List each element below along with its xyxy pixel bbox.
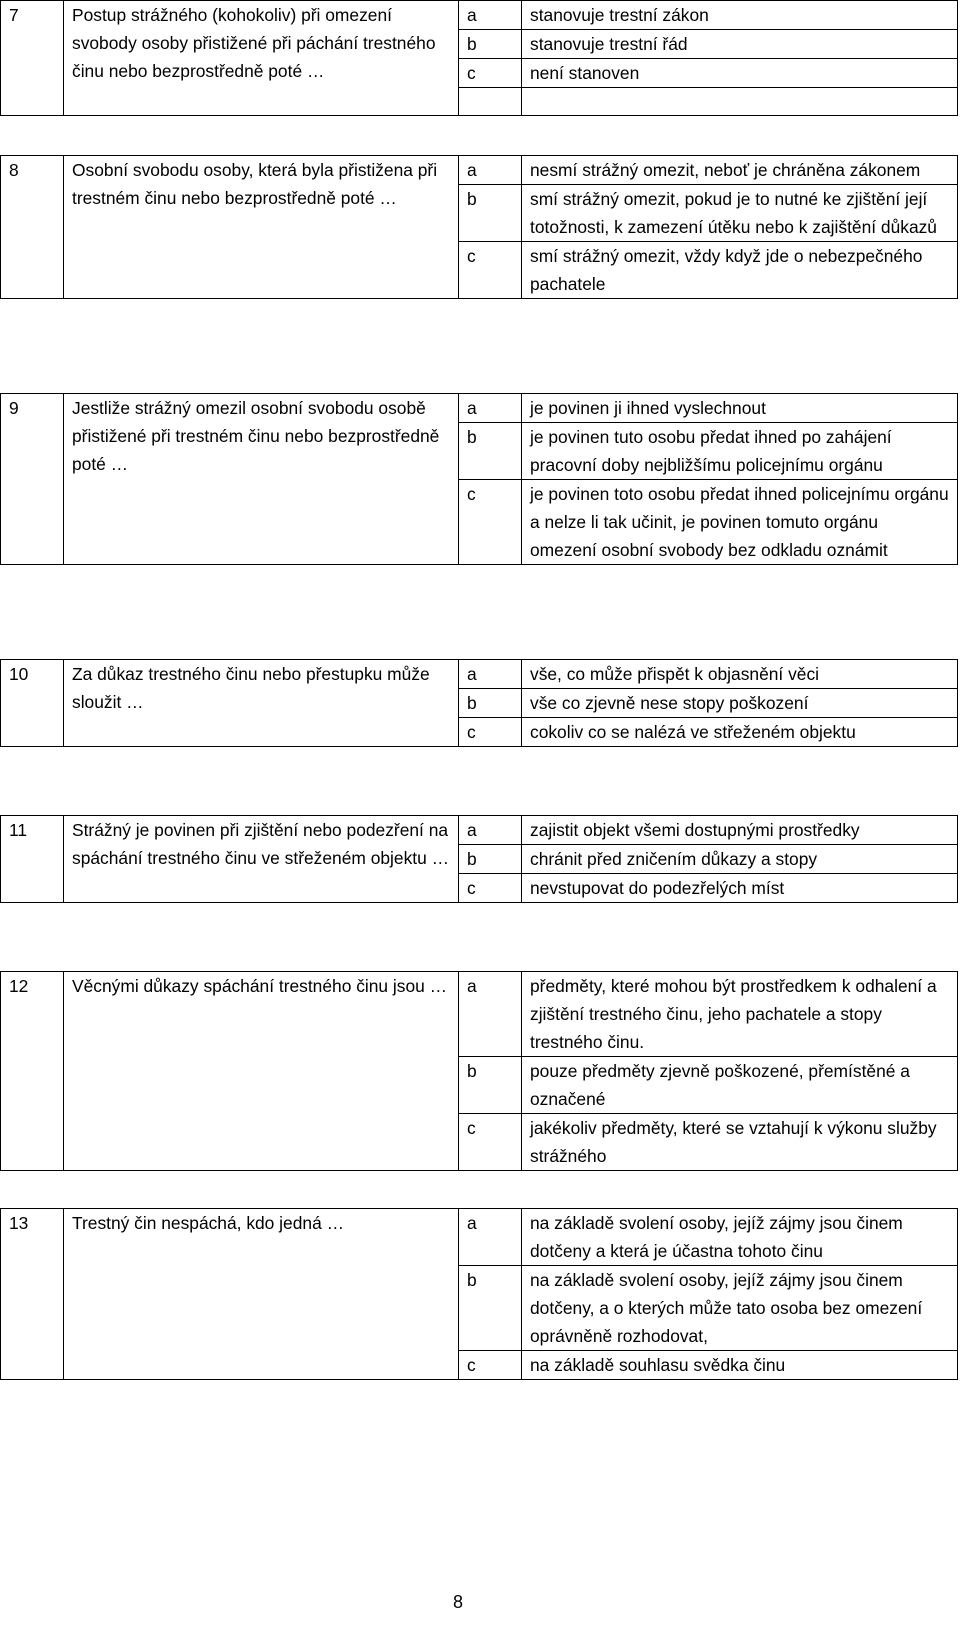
question-text: Věcnými důkazy spáchání trestného činu jsou … [64, 972, 459, 1171]
question-number: 8 [1, 156, 64, 299]
question-text: Strážný je povinen při zjištění nebo podezření na spáchání trestného činu ve střeženém objektu … [64, 816, 459, 903]
answer-text: chránit před zničením důkazy a stopy [522, 845, 958, 874]
question-number: 13 [1, 1209, 64, 1380]
answer-text: nesmí strážný omezit, neboť je chráněna zákonem [522, 156, 958, 185]
answer-text: na základě svolení osoby, jejíž zájmy jsou činem dotčeny, a o kterých může tato osoba bez omezení oprávněně rozhodovat, [522, 1266, 958, 1351]
answer-text: je povinen ji ihned vyslechnout [522, 394, 958, 423]
answer-text: zajistit objekt všemi dostupnými prostředky [522, 816, 958, 845]
answer-letter: c [459, 1351, 522, 1380]
answer-letter: a [459, 816, 522, 845]
answer-letter: b [459, 30, 522, 59]
answer-text: cokoliv co se nalézá ve střeženém objektu [522, 718, 958, 747]
answer-text: předměty, které mohou být prostředkem k odhalení a zjištění trestného činu, jeho pachatele a stopy trestného činu. [522, 972, 958, 1057]
question-text: Postup strážného (kohokoliv) při omezení svobody osoby přistižené při páchání trestného činu nebo bezprostředně poté … [64, 1, 459, 116]
answer-letter-empty [459, 88, 522, 116]
answer-letter: b [459, 689, 522, 718]
answer-letter: b [459, 845, 522, 874]
question-number: 12 [1, 972, 64, 1171]
question-number: 7 [1, 1, 64, 116]
answer-letter: c [459, 718, 522, 747]
question-number: 11 [1, 816, 64, 903]
answer-letter: a [459, 972, 522, 1057]
answer-text: smí strážný omezit, pokud je to nutné ke zjištění její totožnosti, k zamezení útěku nebo k zajištění důkazů [522, 185, 958, 242]
answer-text: je povinen tuto osobu předat ihned po zahájení pracovní doby nejbližšímu policejnímu orgánu [522, 423, 958, 480]
answer-letter: a [459, 1209, 522, 1266]
question-text: Trestný čin nespáchá, kdo jedná … [64, 1209, 459, 1380]
answer-text: smí strážný omezit, vždy když jde o nebezpečného pachatele [522, 242, 958, 299]
answer-text: vše, co může přispět k objasnění věci [522, 660, 958, 689]
answer-text: není stanoven [522, 59, 958, 88]
answer-text: stanovuje trestní zákon [522, 1, 958, 30]
answer-text: jakékoliv předměty, které se vztahují k výkonu služby strážného [522, 1114, 958, 1171]
question-table-8 [0, 155, 958, 299]
answer-text-empty [522, 88, 958, 116]
page-number: 8 [452, 1592, 463, 1612]
question-text: Za důkaz trestného činu nebo přestupku může sloužit … [64, 660, 459, 747]
answer-letter: b [459, 1266, 522, 1351]
answer-text: je povinen toto osobu předat ihned policejnímu orgánu a nelze li tak učinit, je povinen tomuto orgánu omezení osobní svobody bez odkladu oznámit [522, 480, 958, 565]
question-number: 9 [1, 394, 64, 565]
question-text: Osobní svobodu osoby, která byla přistižena při trestném činu nebo bezprostředně poté … [64, 156, 459, 299]
answer-letter: a [459, 156, 522, 185]
question-text: Jestliže strážný omezil osobní svobodu osobě přistižené při trestném činu nebo bezprostředně poté … [64, 394, 459, 565]
question-table-9 [0, 393, 958, 565]
answer-letter: c [459, 59, 522, 88]
question-table-13 [0, 1208, 958, 1380]
answer-letter: a [459, 660, 522, 689]
answer-text: na základě svolení osoby, jejíž zájmy jsou činem dotčeny a která je účastna tohoto činu [522, 1209, 958, 1266]
answer-text: pouze předměty zjevně poškozené, přemístěné a označené [522, 1057, 958, 1114]
question-table-10 [0, 659, 958, 747]
answer-letter: b [459, 185, 522, 242]
question-table-7 [0, 0, 958, 116]
answer-text: vše co zjevně nese stopy poškození [522, 689, 958, 718]
question-number: 10 [1, 660, 64, 747]
question-table-11 [0, 815, 958, 903]
answer-letter: a [459, 394, 522, 423]
answer-letter: c [459, 480, 522, 565]
answer-letter: c [459, 1114, 522, 1171]
answer-letter: c [459, 242, 522, 299]
answer-text: nevstupovat do podezřelých míst [522, 874, 958, 903]
answer-letter: c [459, 874, 522, 903]
answer-letter: b [459, 1057, 522, 1114]
answer-letter: a [459, 1, 522, 30]
answer-letter: b [459, 423, 522, 480]
answer-text: na základě souhlasu svědka činu [522, 1351, 958, 1380]
question-table-12 [0, 971, 958, 1171]
answer-text: stanovuje trestní řád [522, 30, 958, 59]
